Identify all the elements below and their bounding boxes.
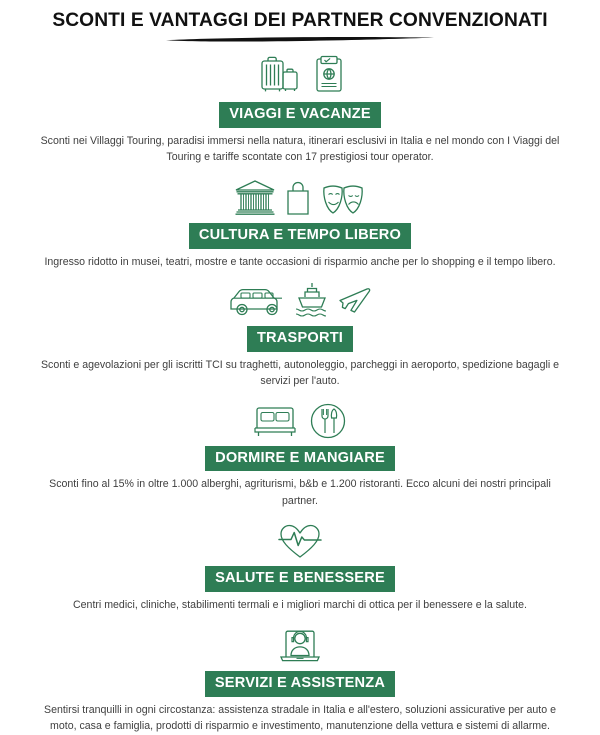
theater-masks-icon bbox=[319, 178, 367, 218]
shopping-bag-icon bbox=[283, 178, 313, 218]
icon-row-trasporti bbox=[228, 279, 372, 321]
icon-row-salute bbox=[276, 519, 324, 561]
museum-icon bbox=[233, 178, 277, 218]
icon-row-cultura bbox=[233, 176, 367, 218]
airplane-icon bbox=[336, 281, 372, 321]
description-trasporti: Sconti e agevolazioni per gli iscritti TCI su traghetti, autonoleggio, parcheggi in aeroporto, spedizione bagagli e servizi per l'auto. bbox=[40, 359, 560, 388]
section-salute-e-benessere bbox=[0, 519, 600, 613]
cutlery-plate-icon bbox=[308, 401, 348, 441]
badge-dormire-e-mangiare[interactable]: DORMIRE E MANGIARE bbox=[205, 446, 395, 472]
page-title: SCONTI E VANTAGGI DEI PARTNER CONVENZIONATI bbox=[52, 10, 548, 31]
badge-cultura-e-tempo-libero[interactable]: CULTURA E TEMPO LIBERO bbox=[189, 223, 411, 249]
description-dormire-e-mangiare: Sconti fino al 15% in oltre 1.000 alberghi, agriturismi, b&b e 1.200 ristoranti. Ecco alcuni dei nostri principali partner. bbox=[49, 478, 551, 507]
icon-row-dormire bbox=[252, 399, 348, 441]
section-trasporti bbox=[0, 279, 600, 389]
badge-servizi-e-assistenza[interactable]: SERVIZI E ASSISTENZA bbox=[205, 671, 395, 697]
description-salute-e-benessere: Centri medici, cliniche, stabilimenti termali e i migliori marchi di ottica per il benessere e la salute. bbox=[73, 598, 527, 611]
section-viaggi-e-vacanze bbox=[0, 55, 600, 165]
page-header bbox=[0, 0, 600, 45]
heart-heartbeat-icon bbox=[276, 521, 324, 561]
section-servizi-e-assistenza bbox=[0, 624, 600, 734]
laptop-support-agent-icon bbox=[278, 626, 322, 666]
bed-icon bbox=[252, 401, 302, 441]
icon-row-viaggi bbox=[254, 55, 346, 97]
badge-trasporti[interactable]: TRASPORTI bbox=[247, 326, 353, 352]
ferry-icon bbox=[294, 281, 330, 321]
passport-icon bbox=[312, 55, 346, 97]
icon-row-servizi bbox=[278, 624, 322, 666]
description-servizi-e-assistenza: Sentirsi tranquilli in ogni circostanza: assistenza stradale in Italia e all'estero, soluzioni assicurative per auto e moto, casa e famiglia, prodotti di risparmio e investimento, manutenzione della vettura e sistemi di allarme. bbox=[44, 703, 556, 733]
suitcase-icon bbox=[254, 55, 306, 97]
badge-viaggi-e-vacanze[interactable]: VIAGGI E VACANZE bbox=[219, 102, 381, 128]
section-cultura-e-tempo-libero bbox=[0, 176, 600, 270]
car-icon bbox=[228, 281, 288, 321]
section-dormire-e-mangiare bbox=[0, 399, 600, 509]
title-underline-decoration bbox=[165, 36, 435, 45]
description-viaggi-e-vacanze: Sconti nei Villaggi Touring, paradisi immersi nella natura, itinerari esclusivi in Italia e nel mondo con I Viaggi del Touring e tariffe scontate con 17 prestigiosi tour operator. bbox=[40, 134, 560, 164]
badge-salute-e-benessere[interactable]: SALUTE E BENESSERE bbox=[205, 566, 395, 592]
description-cultura-e-tempo-libero: Ingresso ridotto in musei, teatri, mostre e tante occasioni di risparmio anche per lo shopping e il tempo libero. bbox=[44, 256, 556, 269]
